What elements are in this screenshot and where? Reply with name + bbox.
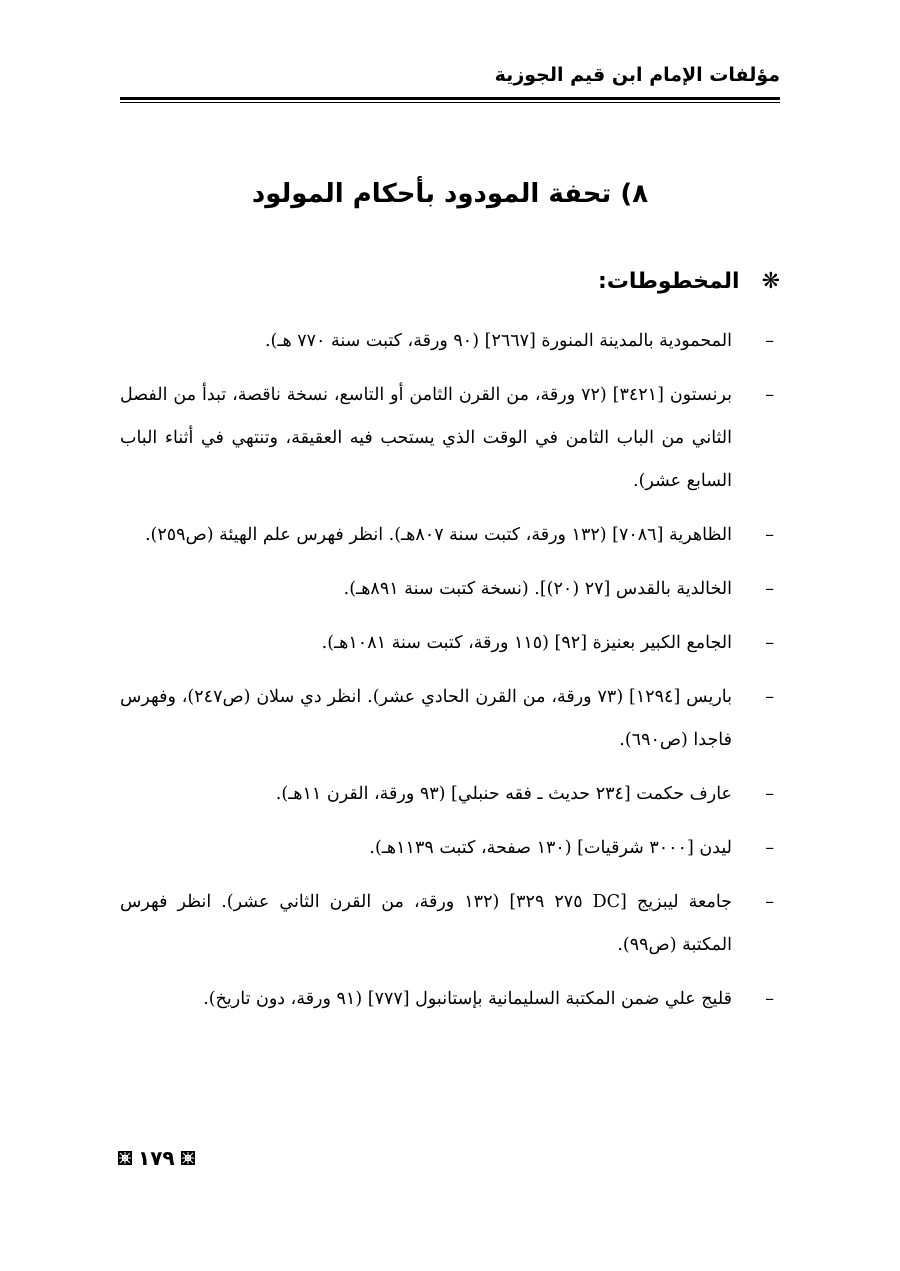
- section-heading-label: المخطوطات:: [598, 269, 740, 294]
- manuscript-entry: [120, 622, 780, 665]
- manuscript-entry-text: الخالدية بالقدس [٢٧ (٢٠)]. (نسخة كتبت سنة ٨٩١هـ).: [343, 579, 732, 599]
- manuscript-list: [120, 320, 780, 1032]
- header-rule-thick: [120, 97, 780, 100]
- list-dash: –: [765, 525, 774, 545]
- manuscript-entry: [120, 568, 780, 611]
- manuscript-entry: [120, 827, 780, 870]
- section-heading: [598, 262, 780, 302]
- manuscript-entry: [120, 978, 780, 1021]
- manuscript-entry-text: قليج علي ضمن المكتبة السليمانية بإستانبول [٧٧٧] (٩١ ورقة، دون تاريخ).: [203, 989, 732, 1009]
- manuscript-entry: [120, 676, 780, 762]
- manuscript-entry-text: برنستون [٣٤٢١] (٧٢ ورقة، من القرن الثامن أو التاسع، نسخة ناقصة، تبدأ من الفصل الثاني من الباب الثامن في الوقت الذي يستحب فيه العقيقة، وتنتهي في أثناء الباب السابع عشر).: [120, 385, 732, 491]
- list-dash: –: [765, 633, 774, 653]
- list-dash: –: [765, 579, 774, 599]
- manuscript-entry-text: باريس [١٢٩٤] (٧٣ ورقة، من القرن الحادي عشر). انظر دي سلان (ص٢٤٧)، وفهرس فاجدا (ص٦٩٠).: [120, 687, 733, 750]
- manuscript-entry-text: الجامع الكبير بعنيزة [٩٢] (١١٥ ورقة، كتبت سنة ١٠٨١هـ).: [321, 633, 732, 653]
- running-header: مؤلفات الإمام ابن قيم الجوزية: [494, 64, 780, 86]
- list-dash: –: [765, 838, 774, 858]
- chapter-title: ٨) تحفة المودود بأحكام المولود: [251, 179, 649, 209]
- manuscript-entry: [120, 881, 780, 967]
- manuscript-entry-text: الظاهرية [٧٠٨٦] (١٣٢ ورقة، كتبت سنة ٨٠٧هـ). انظر فهرس علم الهيئة (ص٢٥٩).: [144, 525, 732, 545]
- manuscript-entry-text: المحمودية بالمدينة المنورة [٢٦٦٧] (٩٠ ورقة، كتبت سنة ٧٧٠ هـ).: [264, 331, 732, 351]
- list-dash: –: [765, 892, 774, 912]
- list-dash: –: [765, 385, 774, 405]
- header-rule-thin: [120, 102, 780, 103]
- manuscript-entry: [120, 374, 780, 503]
- list-dash: –: [765, 687, 774, 707]
- list-dash: –: [765, 784, 774, 804]
- page-number-block: [118, 1145, 195, 1171]
- asterism-icon: ❋: [761, 269, 780, 294]
- manuscript-entry: [120, 320, 780, 363]
- list-dash: –: [765, 989, 774, 1009]
- manuscript-entry-text: جامعة ليبزيج [DC ٢٧٥ ٣٢٩] (١٣٢ ورقة، من القرن الثاني عشر). انظر فهرس المكتبة (ص٩٩).: [120, 892, 732, 955]
- manuscript-entry: [120, 514, 780, 557]
- lattice-ornament-icon: [181, 1151, 195, 1165]
- page-number: ١٧٩: [138, 1146, 175, 1170]
- manuscript-entry: [120, 773, 780, 816]
- list-dash: –: [765, 331, 774, 351]
- manuscript-entry-text: عارف حكمت [٢٣٤ حديث ـ فقه حنبلي] (٩٣ ورقة، القرن ١١هـ).: [275, 784, 732, 804]
- lattice-ornament-icon: [118, 1151, 132, 1165]
- manuscript-entry-text: ليدن [٣٠٠٠ شرقيات] (١٣٠ صفحة، كتبت ١١٣٩هـ).: [369, 838, 732, 858]
